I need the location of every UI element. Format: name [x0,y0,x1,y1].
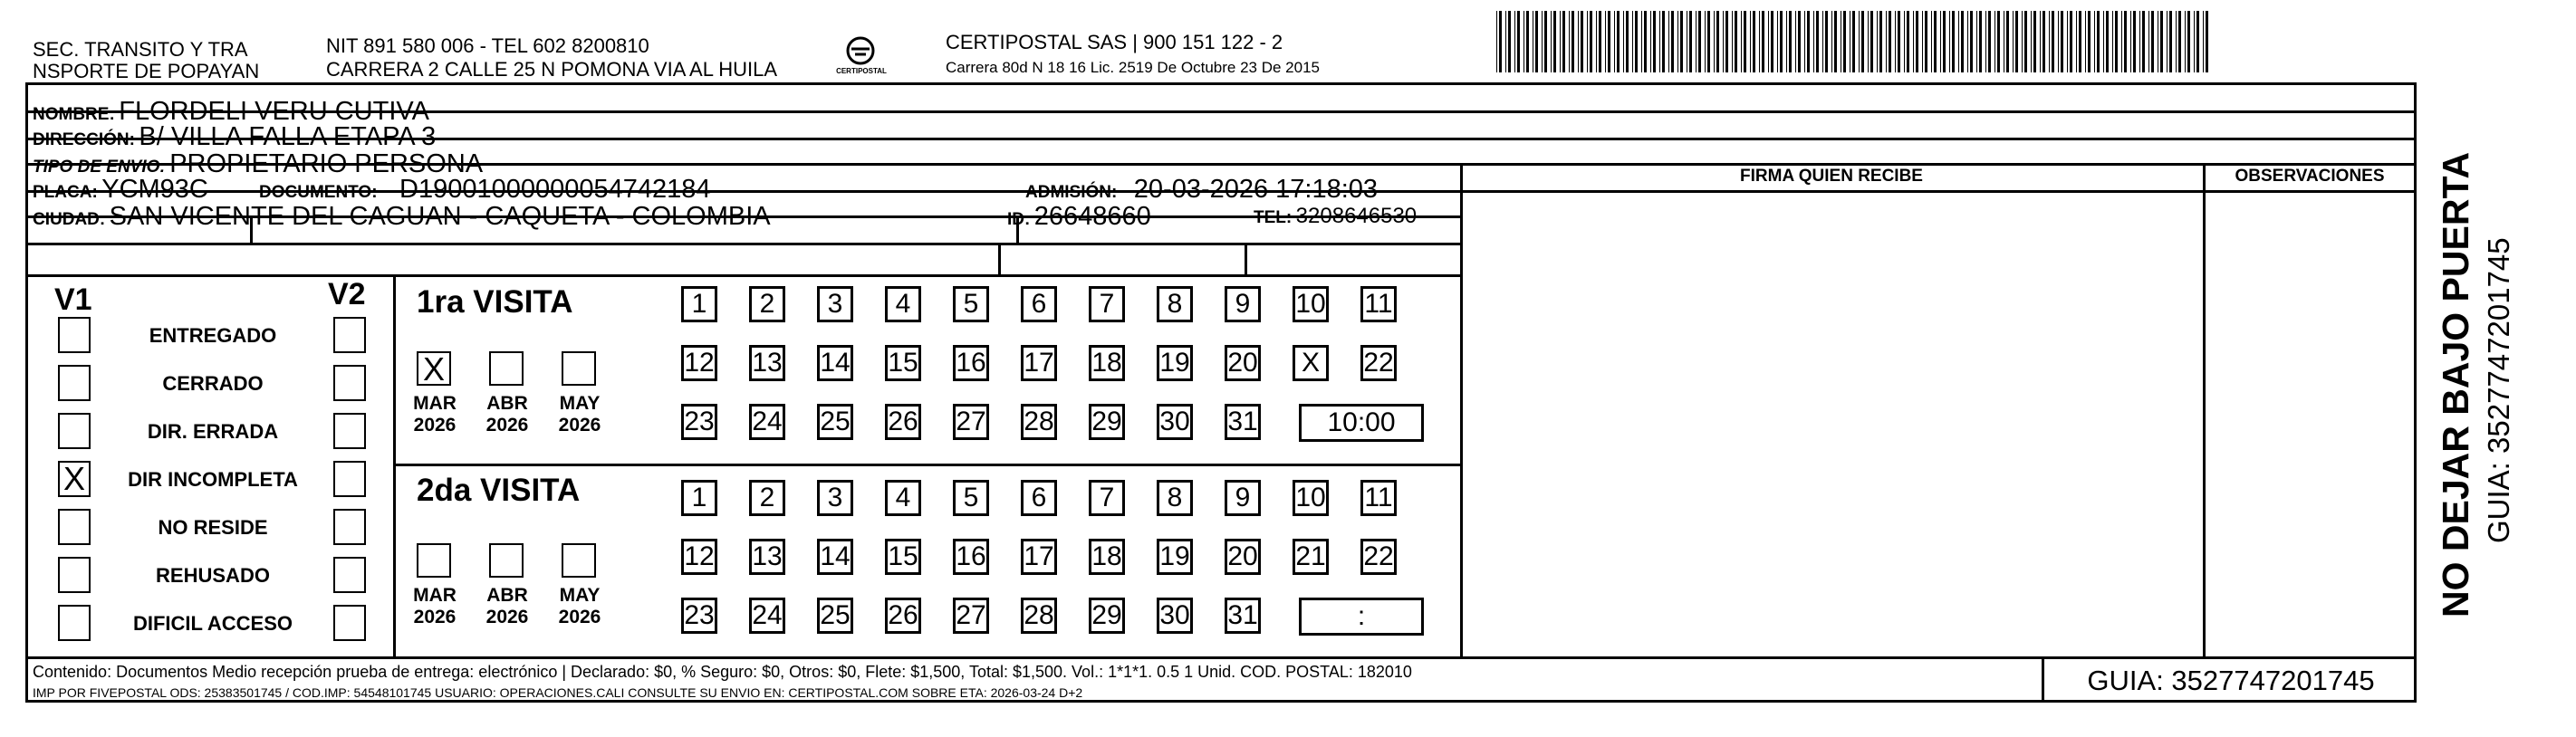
time-box[interactable]: : [1299,598,1424,636]
day-box[interactable]: 28 [1021,404,1057,440]
day-box[interactable]: 6 [1021,480,1057,516]
day-box[interactable]: 19 [1157,539,1193,575]
time-box[interactable]: 10:00 [1299,404,1424,442]
status-option-label: DIR. ERRADA [147,420,279,443]
admision-label: ADMISIÓN: [1025,183,1118,202]
second-visit-title: 2da VISITA [417,473,581,508]
day-box[interactable]: 7 [1089,286,1125,322]
status-option-label: DIFICIL ACCESO [132,612,293,635]
day-box[interactable]: 26 [885,404,921,440]
v1-checkbox[interactable] [58,557,91,593]
v2-checkbox[interactable] [333,317,366,353]
direccion-label: DIRECCIÓN: [33,130,135,149]
v1-header: V1 [54,282,92,317]
v1-checkbox[interactable] [58,365,91,401]
day-box[interactable]: 5 [953,480,989,516]
v1-checkbox[interactable]: X [58,461,91,497]
tipo-label: TIPO DE ENVIO: [33,158,166,177]
day-box[interactable]: 23 [681,598,717,634]
day-box[interactable]: 24 [749,598,785,634]
day-box[interactable]: 23 [681,404,717,440]
day-box[interactable]: 15 [885,539,921,575]
imp-line: IMP POR FIVEPOSTAL ODS: 25383501745 / COD.IMP: 54548101745 USUARIO: OPERACIONES.CALI CONSULTE SU ENVIO EN: CERTIPOSTAL.COM SOBRE ETA: 2026-03-24 D+2 [33,685,1083,700]
year-label: 2026 [413,415,457,436]
day-box[interactable]: 31 [1225,404,1261,440]
day-box[interactable]: 25 [817,598,853,634]
barcode [1496,11,2212,72]
day-box[interactable]: 11 [1360,286,1397,322]
day-box[interactable]: 14 [817,345,853,381]
day-box[interactable]: 21 [1293,539,1329,575]
v2-checkbox[interactable] [333,461,366,497]
day-box[interactable]: 13 [749,345,785,381]
no-dejar-bajo-puerta: NO DEJAR BAJO PUERTA [2435,151,2476,617]
v1-checkbox[interactable] [58,605,91,641]
tel-row [1254,201,1417,234]
day-box[interactable]: 10 [1293,480,1329,516]
shipping-type-value: PROPIETARIO PERSONA [169,149,484,178]
year-label: 2026 [558,415,601,436]
day-box[interactable]: 3 [817,480,853,516]
day-box[interactable]: 12 [681,539,717,575]
month-checkbox[interactable] [562,351,596,386]
day-box[interactable]: 4 [885,286,921,322]
license-line: Carrera 80d N 18 16 Lic. 2519 De Octubre 23 De 2015 [946,59,1320,76]
day-box[interactable]: 3 [817,286,853,322]
observaciones-header: OBSERVACIONES [2235,167,2385,186]
day-box[interactable]: 31 [1225,598,1261,634]
id-row [1007,201,1151,236]
day-box[interactable]: 16 [953,539,989,575]
day-box[interactable]: 11 [1360,480,1397,516]
year-label: 2026 [558,607,601,627]
month-label: MAR [413,393,457,414]
status-option-label: CERRADO [162,372,264,395]
first-visit-title: 1ra VISITA [417,284,573,320]
day-box[interactable]: 9 [1225,480,1261,516]
day-box[interactable]: 1 [681,480,717,516]
v2-checkbox[interactable] [333,605,366,641]
day-box[interactable]: 19 [1157,345,1193,381]
day-box[interactable]: 10 [1293,286,1329,322]
year-label: 2026 [413,607,457,627]
day-box[interactable]: 16 [953,345,989,381]
day-box[interactable]: 25 [817,404,853,440]
day-box[interactable]: 15 [885,345,921,381]
city-row [33,201,771,236]
day-box[interactable]: 8 [1157,480,1193,516]
day-box[interactable]: 14 [817,539,853,575]
content-line: Contenido: Documentos Medio recepción prueba de entrega: electrónico | Declarado: $0, % Seguro: $0, Otros: $0, Flete: $1,500, Total: $1,500. Vol.: 1*1*1. 0.5 1 Unid. COD. POSTAL: 182010 [33,663,1412,681]
v1-checkbox[interactable] [58,317,91,353]
tel-value: 3208646530 [1295,204,1418,228]
org-name-line1: SEC. TRANSITO Y TRA [33,38,248,61]
v2-header: V2 [328,277,366,311]
month-checkbox[interactable] [562,543,596,578]
day-box[interactable]: 29 [1089,598,1125,634]
day-box[interactable]: 22 [1360,539,1397,575]
month-label: MAR [413,585,457,606]
tel-label: TEL: [1254,208,1293,227]
month-checkbox[interactable] [417,543,451,578]
month-label: MAY [559,585,601,606]
day-box[interactable]: 2 [749,286,785,322]
logo-caption: CERTIPOSTAL [836,67,887,75]
recipient-name: FLORDELI VERU CUTIVA [119,97,429,126]
day-box[interactable]: 20 [1225,345,1261,381]
certipostal-logo [833,33,888,81]
day-box[interactable]: 30 [1157,404,1193,440]
admission-value: 20-03-2026 17:18:03 [1133,175,1379,204]
day-box[interactable]: 18 [1089,345,1125,381]
placa-label: PLACA: [33,183,98,202]
day-box[interactable]: 2 [749,480,785,516]
day-box[interactable]: 13 [749,539,785,575]
day-box[interactable]: 9 [1225,286,1261,322]
org-name-line2: NSPORTE DE POPAYAN [33,60,260,82]
day-box[interactable]: 22 [1360,345,1397,381]
day-box[interactable]: 7 [1089,480,1125,516]
side-guia: GUIA: 3527747201745 [2482,237,2515,543]
day-box[interactable]: 26 [885,598,921,634]
year-label: 2026 [485,607,529,627]
status-option-label: DIR INCOMPLETA [128,468,298,491]
day-box[interactable]: 27 [953,598,989,634]
day-box[interactable]: 8 [1157,286,1193,322]
v1-checkbox[interactable] [58,413,91,449]
city-value: SAN VICENTE DEL CAGUAN - CAQUETA - COLOMBIA [109,202,771,231]
firma-header: FIRMA QUIEN RECIBE [1740,167,1923,186]
day-box[interactable]: 17 [1021,539,1057,575]
address-line: CARRERA 2 CALLE 25 N POMONA VIA AL HUILA [326,58,778,81]
day-box[interactable]: 12 [681,345,717,381]
v2-checkbox[interactable] [333,365,366,401]
month-checkbox[interactable] [489,543,524,578]
month-label: ABR [486,585,528,606]
day-box[interactable]: 20 [1225,539,1261,575]
day-box[interactable]: X [1293,345,1329,381]
placa-value: YCM93C [101,175,208,204]
month-checkbox[interactable]: X [417,351,451,386]
id-label: ID: [1007,210,1031,229]
day-box[interactable]: 4 [885,480,921,516]
month-label: ABR [486,393,528,414]
day-box[interactable]: 17 [1021,345,1057,381]
month-checkbox[interactable] [489,351,524,386]
status-option-label: ENTREGADO [149,324,277,347]
nit-line: NIT 891 580 006 - TEL 602 8200810 [326,34,649,57]
day-box[interactable]: 1 [681,286,717,322]
day-box[interactable]: 24 [749,404,785,440]
day-box[interactable]: 6 [1021,286,1057,322]
v2-checkbox[interactable] [333,509,366,545]
footer-guia: GUIA: 3527747201745 [2087,665,2375,696]
documento-label: DOCUMENTO: [259,183,378,202]
day-box[interactable]: 5 [953,286,989,322]
day-box[interactable]: 30 [1157,598,1193,634]
ciudad-label: CIUDAD: [33,210,106,229]
year-label: 2026 [485,415,529,436]
company-line: CERTIPOSTAL SAS | 900 151 122 - 2 [946,31,1283,53]
v2-checkbox[interactable] [333,413,366,449]
document-value: D19001000000054742184 [399,175,711,204]
address-value: B/ VILLA FALLA ETAPA 3 [139,122,437,151]
status-option-label: NO RESIDE [158,516,268,539]
id-value: 26648660 [1033,202,1151,231]
day-box[interactable]: 27 [953,404,989,440]
nombre-label: NOMBRE: [33,105,115,124]
month-label: MAY [559,393,601,414]
day-box[interactable]: 28 [1021,598,1057,634]
v2-checkbox[interactable] [333,557,366,593]
day-box[interactable]: 29 [1089,404,1125,440]
day-box[interactable]: 18 [1089,539,1125,575]
v1-checkbox[interactable] [58,509,91,545]
status-option-label: REHUSADO [156,564,270,587]
